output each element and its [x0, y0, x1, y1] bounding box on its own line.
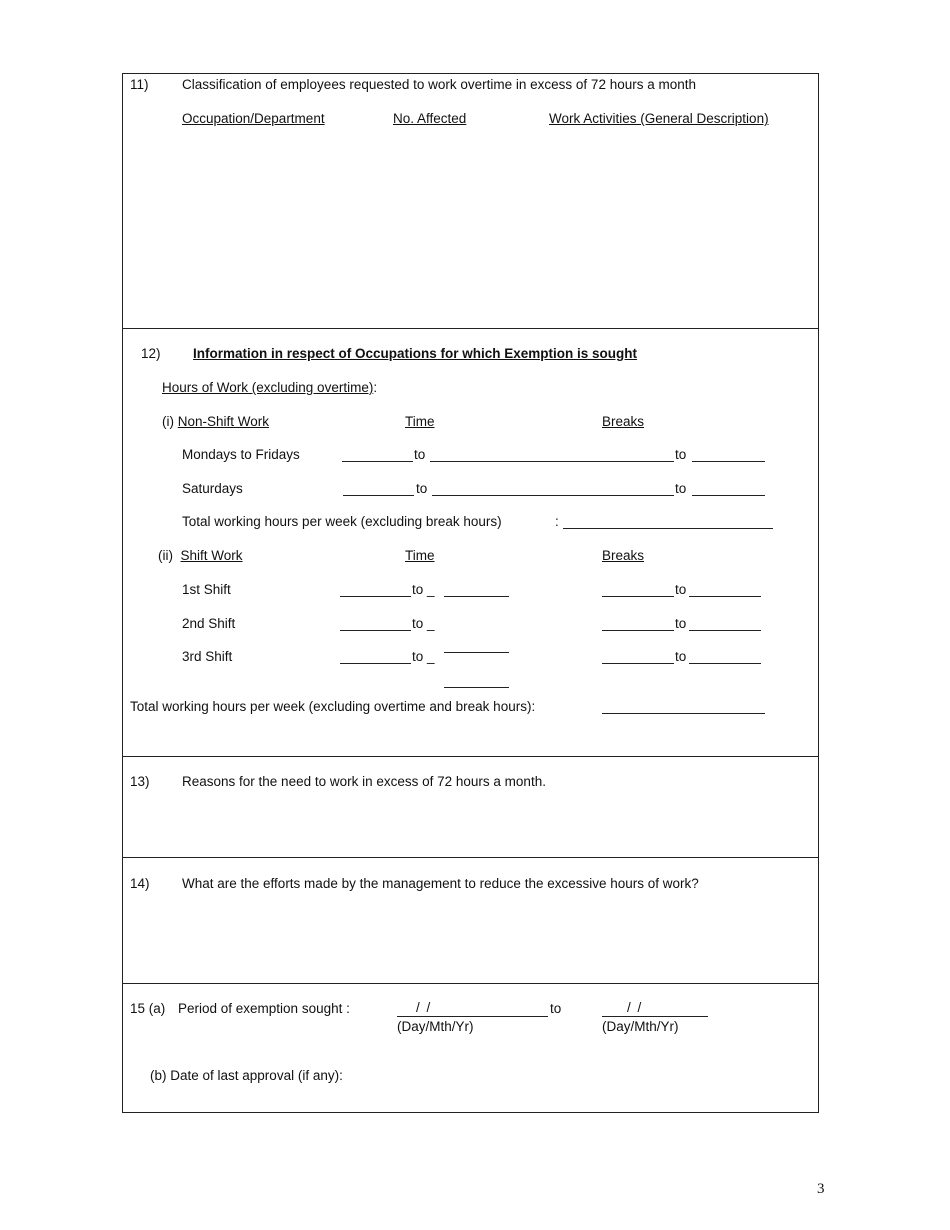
section-13-number: 13)	[130, 774, 150, 789]
breaks-header-nonshift: Breaks	[602, 414, 645, 429]
to-label: to _	[412, 616, 435, 631]
sat-time-from-input[interactable]	[343, 479, 414, 495]
blank-line	[692, 495, 765, 496]
shift3-break-from-input[interactable]	[602, 647, 674, 663]
to-label: to	[414, 447, 426, 462]
blank-line	[342, 461, 413, 462]
page-number: 3	[817, 1181, 825, 1197]
blank-line	[602, 596, 674, 597]
section-14-title: What are the efforts made by the management to reduce the excessive hours of work?	[182, 876, 699, 891]
time-header-shift: Time	[405, 548, 435, 563]
shift2-time-to-input[interactable]	[444, 614, 509, 630]
section-divider-14	[122, 857, 819, 858]
total-week-input[interactable]	[563, 512, 773, 528]
section-12-number: 12)	[141, 346, 161, 361]
shift-2-label: 2nd Shift	[182, 616, 236, 631]
to-label: to	[675, 447, 687, 462]
to-label: to	[675, 481, 687, 496]
column-header-activities: Work Activities (General Description)	[549, 111, 769, 126]
section-divider-15	[122, 983, 819, 984]
shift3-time-to-input[interactable]	[444, 655, 509, 671]
shift1-break-from-input[interactable]	[602, 580, 674, 596]
hours-of-work-label: Hours of Work (excluding overtime)	[162, 380, 374, 395]
blank-line	[689, 596, 761, 597]
column-header-affected: No. Affected	[393, 111, 467, 126]
blank-line	[340, 596, 411, 597]
sat-time-to-input[interactable]	[432, 479, 674, 495]
period-from-date-input[interactable]	[397, 1000, 548, 1016]
non-shift-heading	[162, 414, 269, 429]
last-approval-label: (b) Date of last approval (if any):	[150, 1068, 343, 1083]
saturdays-label: Saturdays	[182, 481, 243, 496]
shift-heading	[158, 548, 243, 563]
to-label: to _	[412, 649, 435, 664]
time-header-nonshift: Time	[405, 414, 435, 429]
blank-line	[689, 630, 761, 631]
blank-line	[602, 1016, 708, 1017]
non-shift-label: Non-Shift Work	[177, 414, 270, 429]
total-week-colon: :	[555, 514, 559, 529]
to-label: to	[675, 649, 687, 664]
to-label: to	[675, 582, 687, 597]
sat-break-input[interactable]	[692, 479, 765, 495]
to-label: to	[416, 481, 428, 496]
blank-line	[430, 461, 674, 462]
blank-line	[444, 687, 509, 688]
blank-line	[602, 713, 765, 714]
section-11-number: 11)	[130, 77, 149, 92]
blank-line	[692, 461, 765, 462]
shift2-time-from-input[interactable]	[340, 614, 411, 630]
date-slashes: / /	[627, 1000, 642, 1015]
blank-line	[397, 1016, 548, 1017]
total-week-label: Total working hours per week (excluding break hours)	[182, 514, 502, 529]
section-divider-13	[122, 756, 819, 757]
shift-3-label: 3rd Shift	[182, 649, 233, 664]
blank-line	[432, 495, 674, 496]
blank-line	[689, 663, 761, 664]
shift-label: Shift Work	[180, 548, 243, 563]
to-label: to	[675, 616, 687, 631]
blank-line	[444, 596, 509, 597]
date-slashes: / /	[416, 1000, 431, 1015]
shift1-time-from-input[interactable]	[340, 580, 411, 596]
to-label: to _	[412, 582, 435, 597]
shift1-time-to-input[interactable]	[444, 580, 509, 596]
shift-1-label: 1st Shift	[182, 582, 231, 597]
classification-entry-area[interactable]	[128, 138, 812, 318]
monfri-time-to-input[interactable]	[430, 445, 674, 461]
section-14-number: 14)	[130, 876, 150, 891]
hours-of-work-colon: :	[373, 380, 378, 395]
non-shift-prefix: (i)	[162, 414, 174, 429]
total-overall-label: Total working hours per week (excluding overtime and break hours):	[130, 699, 536, 714]
to-label: to	[550, 1001, 562, 1016]
column-header-occupation: Occupation/Department	[182, 111, 325, 126]
shift1-break-to-input[interactable]	[689, 580, 761, 596]
shift2-break-to-input[interactable]	[689, 614, 761, 630]
period-to-date-input[interactable]	[602, 1000, 708, 1016]
date-format-hint: (Day/Mth/Yr)	[397, 1019, 474, 1034]
monfri-break-input[interactable]	[692, 445, 765, 461]
section-divider-12	[122, 328, 819, 329]
shift3-time-from-input[interactable]	[340, 647, 411, 663]
shift3-break-to-input[interactable]	[689, 647, 761, 663]
mondays-to-fridays-label: Mondays to Fridays	[182, 447, 300, 462]
blank-line	[602, 663, 674, 664]
monfri-time-from-input[interactable]	[342, 445, 413, 461]
blank-line	[340, 663, 411, 664]
reasons-entry-area[interactable]	[128, 796, 812, 850]
total-overall-input[interactable]	[602, 697, 765, 713]
section-11-title: Classification of employees requested to work overtime in excess of 72 hours a month	[182, 77, 697, 92]
efforts-entry-area[interactable]	[128, 898, 812, 976]
date-format-hint: (Day/Mth/Yr)	[602, 1019, 679, 1034]
blank-line	[444, 652, 509, 653]
shift2-break-from-input[interactable]	[602, 614, 674, 630]
blank-line	[563, 528, 773, 529]
blank-line	[340, 630, 411, 631]
section-13-title: Reasons for the need to work in excess of 72 hours a month.	[182, 774, 546, 789]
blank-line	[343, 495, 414, 496]
shift-prefix: (ii)	[158, 548, 173, 563]
last-approval-input[interactable]	[360, 1066, 660, 1082]
hours-of-work-heading	[162, 380, 377, 395]
period-label: Period of exemption sought :	[178, 1001, 350, 1016]
section-12-title: Information in respect of Occupations for which Exemption is sought	[193, 346, 638, 361]
blank-line	[602, 630, 674, 631]
breaks-header-shift: Breaks	[602, 548, 645, 563]
section-15a-number: 15 (a)	[130, 1001, 166, 1016]
